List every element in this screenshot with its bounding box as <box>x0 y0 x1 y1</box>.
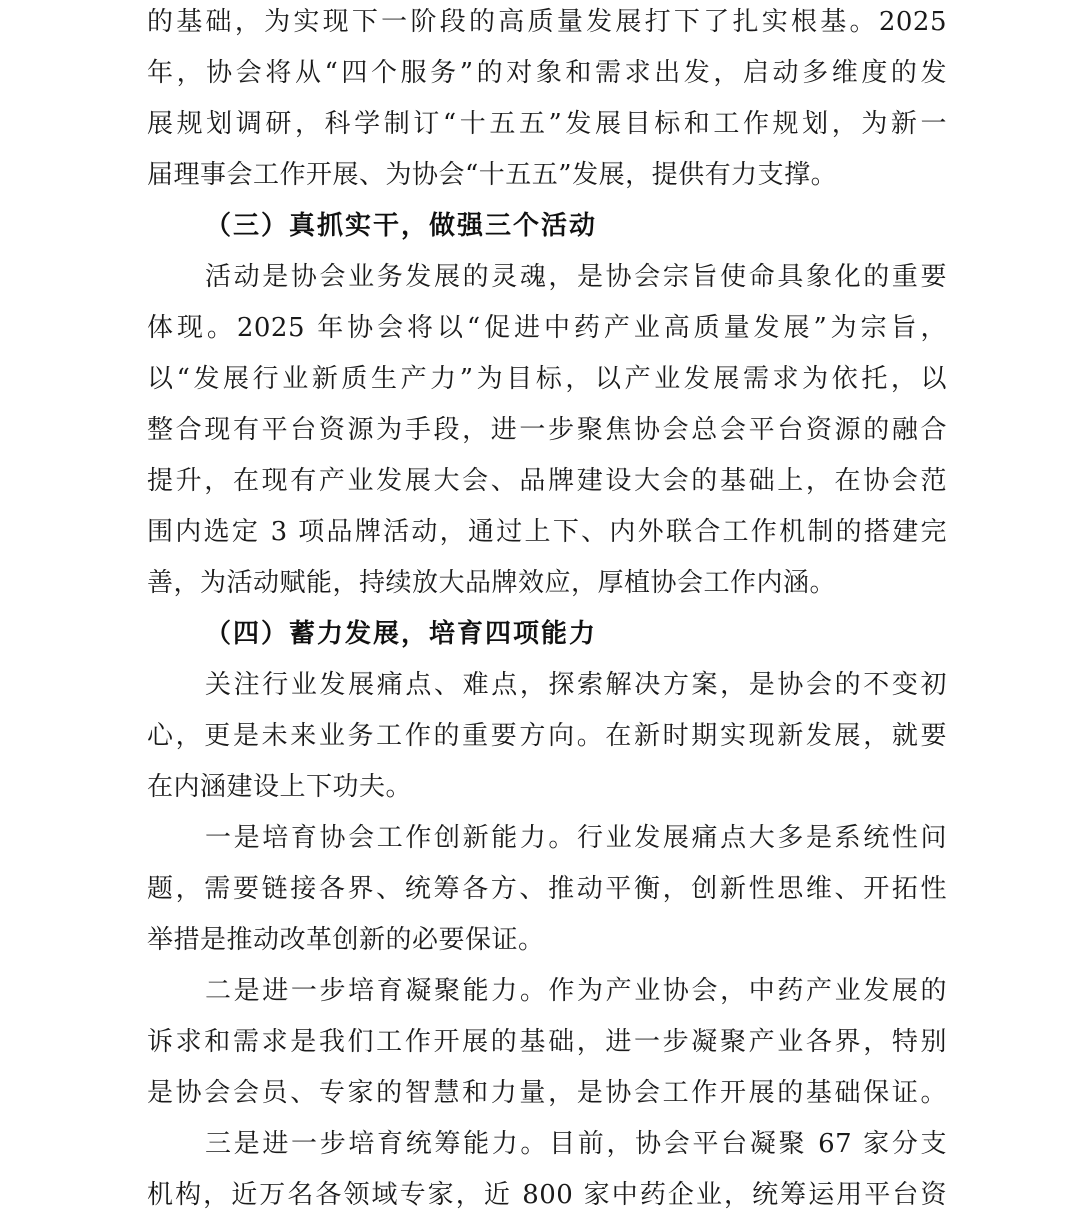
paragraph-line: 年，协会将从“四个服务”的对象和需求出发，启动多维度的发 <box>147 58 947 88</box>
section-heading-3: （三）真抓实干，做强三个活动 <box>205 211 598 241</box>
paragraph-line: 善，为活动赋能，持续放大品牌效应，厚植协会工作内涵。 <box>147 568 837 598</box>
section-heading-4: （四）蓄力发展，培育四项能力 <box>205 619 598 649</box>
paragraph-line: 关注行业发展痛点、难点，探索解决方案，是协会的不变初 <box>205 670 947 700</box>
paragraph-line: 心，更是未来业务工作的重要方向。在新时期实现新发展，就要 <box>147 721 947 751</box>
paragraph-line: 届理事会工作开展、为协会“十五五”发展，提供有力支撑。 <box>147 160 838 190</box>
paragraph-line: 一是培育协会工作创新能力。行业发展痛点大多是系统性问 <box>205 823 947 853</box>
paragraph-line: 举措是推动改革创新的必要保证。 <box>147 925 545 955</box>
paragraph-line: 二是进一步培育凝聚能力。作为产业协会，中药产业发展的 <box>205 976 947 1006</box>
paragraph-line: 展规划调研，科学制订“十五五”发展目标和工作规划，为新一 <box>147 109 947 139</box>
paragraph-line: 的基础，为实现下一阶段的高质量发展打下了扎实根基。2025 <box>147 7 947 37</box>
paragraph-line: 提升，在现有产业发展大会、品牌建设大会的基础上，在协会范 <box>147 466 947 496</box>
paragraph-line: 整合现有平台资源为手段，进一步聚焦协会总会平台资源的融合 <box>147 415 947 445</box>
paragraph-line: 以“发展行业新质生产力”为目标，以产业发展需求为依托，以 <box>147 364 947 394</box>
paragraph-line: 活动是协会业务发展的灵魂，是协会宗旨使命具象化的重要 <box>205 262 947 292</box>
paragraph-line: 题，需要链接各界、统筹各方、推动平衡，创新性思维、开拓性 <box>147 874 947 904</box>
paragraph-line: 机构，近万名各领域专家，近 800 家中药企业，统筹运用平台资 <box>147 1180 947 1210</box>
paragraph-line: 三是进一步培育统筹能力。目前，协会平台凝聚 67 家分支 <box>205 1129 947 1159</box>
paragraph-line: 在内涵建设上下功夫。 <box>147 772 413 802</box>
paragraph-line: 是协会会员、专家的智慧和力量，是协会工作开展的基础保证。 <box>147 1078 947 1108</box>
paragraph-line: 围内选定 3 项品牌活动，通过上下、内外联合工作机制的搭建完 <box>147 517 947 547</box>
paragraph-line: 诉求和需求是我们工作开展的基础，进一步凝聚产业各界，特别 <box>147 1027 947 1057</box>
paragraph-line: 体现。2025 年协会将以“促进中药产业高质量发展”为宗旨， <box>147 313 947 343</box>
